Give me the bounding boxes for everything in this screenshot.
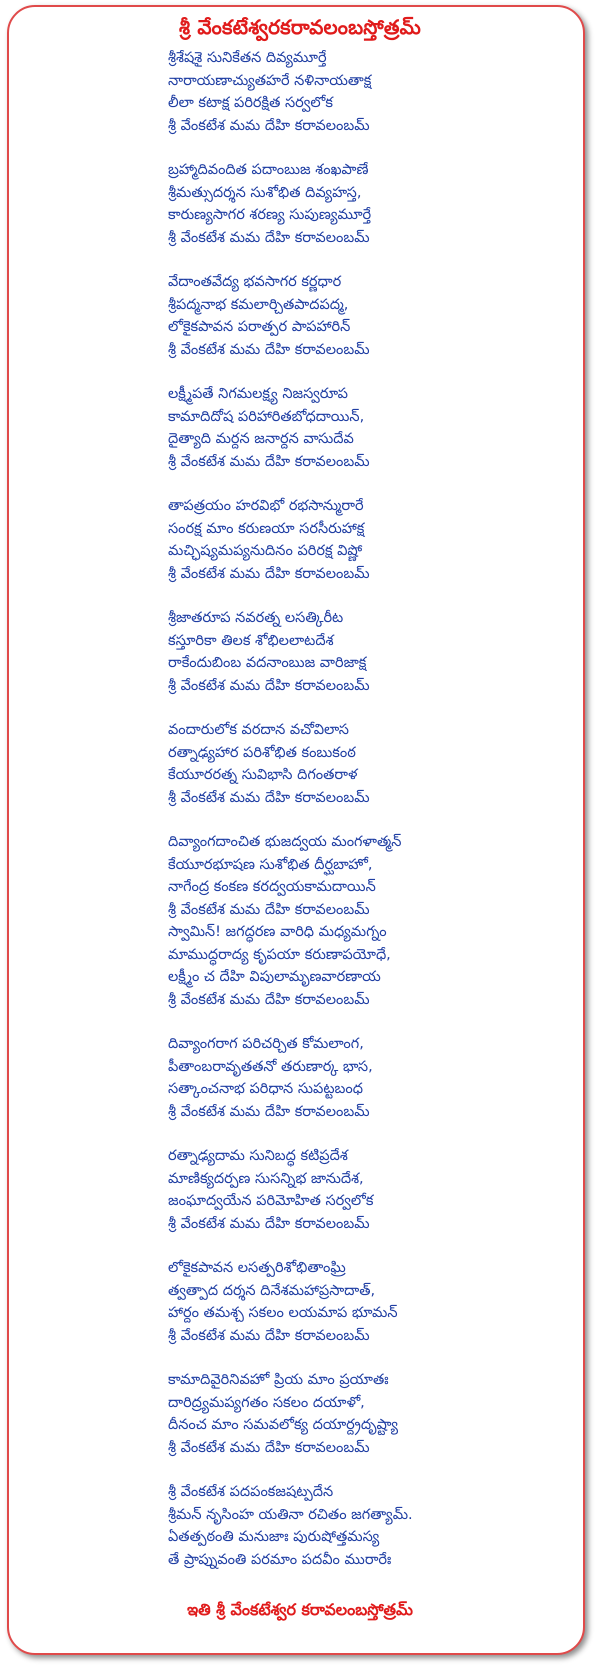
closing-line: ఇతి శ్రీ వేంకటేశ్వర కరావలంబస్తోత్రమ్	[187, 1600, 413, 1619]
verse-line: శ్రీపద్మనాభ కమలార్చితపాదపద్మ,	[168, 296, 349, 313]
stanza	[168, 383, 568, 473]
page-title: శ్రీ వేంకటేశ్వరకరావలంబస్తోత్రమ్	[179, 15, 421, 39]
verse-line: కేయూరభూషణ సుశోభిత దీర్ఘబాహో,	[168, 856, 373, 873]
verse-line: లోకైకపావన పరాత్పర పాపహారిన్	[168, 319, 351, 335]
verse-line: శ్రీ వేంకటేశ మమ దేహి కరావలంబమ్	[168, 1215, 370, 1232]
verse-line: శ్రీ వేంకటేశ మమ దేహి కరావలంబమ్	[168, 901, 370, 918]
stanza	[168, 1257, 568, 1347]
verse-line: శ్రీ వేంకటేశ మమ దేహి కరావలంబమ్	[168, 117, 370, 134]
stanza	[168, 47, 568, 137]
stanza	[168, 495, 568, 585]
verse-line: కామాదివైరినివహో ప్రియ మాం ప్రయాతః	[168, 1372, 389, 1388]
verse-line: రత్నాఢ్యదామ సునిబద్ధ కటిప్రదేశ	[168, 1148, 348, 1164]
verse-line: దైత్యాది మర్దన జనార్దన వాసుదేవ	[168, 431, 354, 447]
verse-line: మాముద్ధరాద్య కృపయా కరుణాపయోధే,	[168, 946, 391, 963]
stanza	[168, 159, 568, 249]
verse-line: రాకేందుబింబ వదనాంబుజ వారిజాక్ష	[168, 655, 367, 671]
verse-line: దారిద్ర్యమప్యగతం సకలం దయాళో,	[168, 1394, 365, 1411]
verse-line: నాగేంద్ర కంకణ కరద్వయకామదాయిన్	[168, 879, 376, 895]
verse-line: శ్రీశేషశై సునికేతన దివ్యమూర్తే	[168, 50, 327, 66]
verse-line: కేయూరరత్న సువిభాసి దిగంతరాళ	[168, 767, 358, 783]
verse-line: కస్తూరికా తిలక శోభిలలాటదేశ	[168, 632, 334, 649]
stanza	[168, 831, 568, 1011]
verse-line: పీతాంబరావృతతనో తరుణార్క భాస,	[168, 1058, 373, 1075]
verse-line: బ్రహ్మాదివందిత పదాంబుజ శంఖపాణే	[168, 162, 369, 178]
verse-line: రత్నాఢ్యహార పరిశోభిత కంబుకంఠ	[168, 744, 356, 761]
verse-line: లక్ష్మీపతే నిగమలక్ష్య నిజస్వరూప	[168, 386, 348, 402]
verse-line: సత్కాంచనాభ పరిధాన సుపట్టబంధ	[168, 1081, 363, 1097]
verse-line: శ్రీ వేంకటేశ మమ దేహి కరావలంబమ్	[168, 1103, 370, 1120]
verse-line: శ్రీ వేంకటేశ పదపంకజషట్పదేన	[168, 1484, 334, 1500]
verse-line: వందారులోక వరదాన వచోవిలాస	[168, 722, 349, 738]
verse-line: లోకైకపావన లసత్పరిశోభితాంఘ్రి	[168, 1260, 346, 1276]
verse-line: హార్దం తమశ్చ సకలం లయమాప భూమన్	[168, 1305, 398, 1321]
verse-line: దివ్యాంగదాంచిత భుజద్వయ మంగళాత్మన్	[168, 834, 402, 850]
stanza	[168, 1481, 568, 1571]
stanza	[168, 719, 568, 809]
verse-line: త్వత్పాద దర్శన దినేశమహాప్రసాదాత్,	[168, 1282, 376, 1299]
verse-line: శ్రీ వేంకటేశ మమ దేహి కరావలంబమ్	[168, 565, 370, 582]
verse-line: శ్రీమన్ నృసింహ యతినా రచితం జగత్యామ్.	[168, 1506, 413, 1523]
verse-line: నారాయణాచ్యుతహరే నళినాయతాక్ష	[168, 72, 372, 89]
stanza	[168, 1145, 568, 1235]
verse-line: శ్రీ వేంకటేశ మమ దేహి కరావలంబమ్	[168, 1439, 370, 1456]
verse-line: శ్రీ వేంకటేశ మమ దేహి కరావలంబమ్	[168, 341, 370, 358]
verse-line: మచ్ఛిష్యమప్యనుదినం పరిరక్ష విష్ణో	[168, 543, 363, 559]
verse-line: ఏతత్పఠంతి మనుజాః పురుషోత్తమస్య	[168, 1529, 380, 1545]
verse-line: శ్రీ వేంకటేశ మమ దేహి కరావలంబమ్	[168, 789, 370, 806]
verse-line: శ్రీ వేంకటేశ మమ దేహి కరావలంబమ్	[168, 677, 370, 694]
verse-line: తే ప్రాప్నువంతి పరమాం పదవీం మురారేః	[168, 1551, 392, 1568]
verses-container	[168, 47, 568, 1593]
verse-line: దివ్యాంగరాగ పరిచర్చిత కోమలాంగ,	[168, 1036, 364, 1052]
verse-line: శ్రీమత్సుదర్శన సుశోభిత దివ్యహస్త,	[168, 184, 362, 201]
verse-line: సంరక్ష మాం కరుణయా సరసీరుహాక్ష	[168, 520, 365, 537]
stanza	[168, 1369, 568, 1459]
stanza	[168, 607, 568, 697]
verse-line: వేదాంతవేద్య భవసాగర కర్ణధార	[168, 274, 342, 290]
verse-line: తాపత్రయం హరవిభో రభసాన్మురారే	[168, 498, 364, 514]
verse-line: కారుణ్యసాగర శరణ్య సుపుణ్యమూర్తే	[168, 207, 372, 223]
verse-line: స్వామిన్! జగద్ధరణ వారిధి మధ్యమగ్నం	[168, 924, 387, 940]
verse-line: శ్రీజాతరూప నవరత్న లసత్కిరీట	[168, 610, 344, 626]
verse-line: జంఘాద్వయేన పరిమోహిత సర్వలోక	[168, 1193, 374, 1209]
stanza	[168, 1033, 568, 1123]
verse-line: శ్రీ వేంకటేశ మమ దేహి కరావలంబమ్	[168, 991, 370, 1008]
verse-line: దీనంచ మాం సమవలోక్య దయార్ద్రదృష్ట్యా	[168, 1417, 399, 1433]
verse-line: కామాదిదోష పరిహారితబోధదాయిన్,	[168, 408, 365, 425]
verse-line: శ్రీ వేంకటేశ మమ దేహి కరావలంబమ్	[168, 1327, 370, 1344]
stanza	[168, 271, 568, 361]
verse-line: శ్రీ వేంకటేశ మమ దేహి కరావలంబమ్	[168, 229, 370, 246]
verse-line: లీలా కటాక్ష పరిరక్షిత సర్వలోక	[168, 95, 333, 111]
verse-line: లక్ష్మీం చ దేహి విపులామృణవారణాయ	[168, 969, 381, 985]
verse-line: మాణిక్యదర్పణ సుసన్నిభ జానుదేశ,	[168, 1170, 364, 1187]
verse-line: శ్రీ వేంకటేశ మమ దేహి కరావలంబమ్	[168, 453, 370, 470]
